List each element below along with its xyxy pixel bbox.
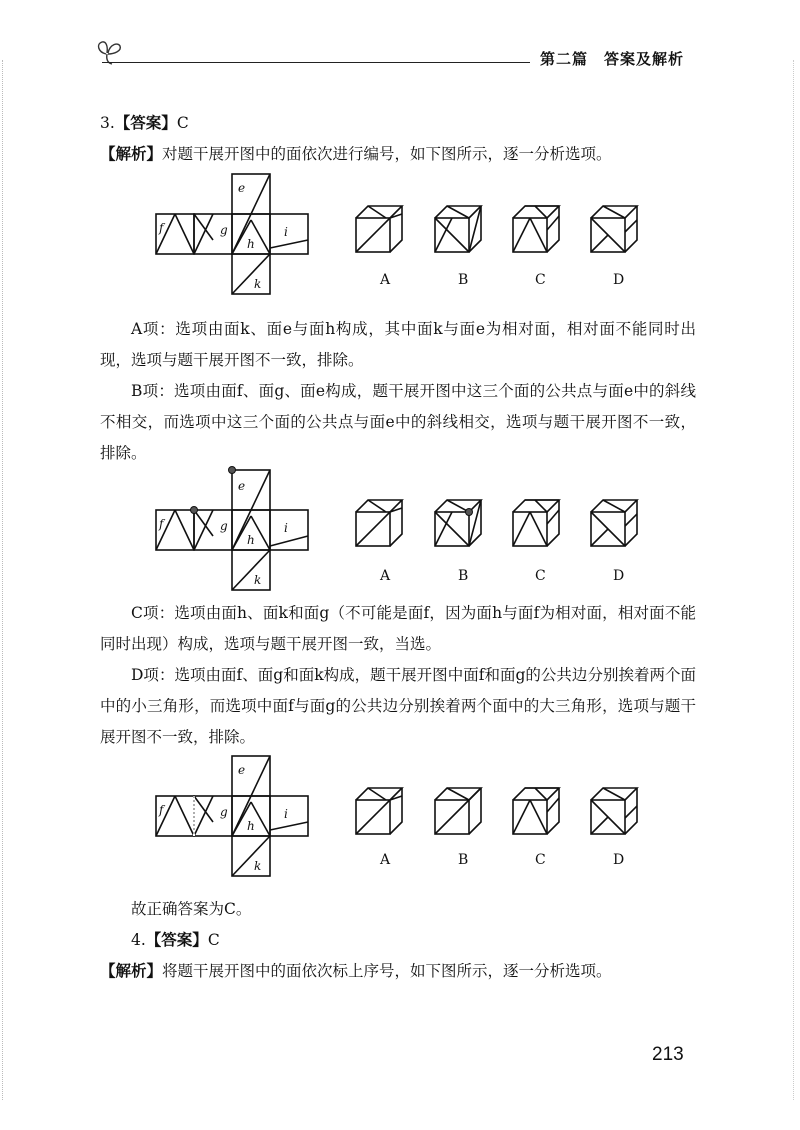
- scan-edge-left: [2, 60, 7, 1100]
- face-label-i-2: i: [284, 521, 288, 535]
- marker-dot-net-top: [229, 467, 236, 474]
- cube-option-b-3: [435, 788, 481, 834]
- cube-option-c: [513, 206, 559, 252]
- face-label-h-2: h: [247, 533, 255, 547]
- q3-options-cd: [100, 598, 696, 753]
- figure-net-options-3: [150, 752, 650, 880]
- face-label-h-3: h: [247, 819, 255, 833]
- face-label-k-2: k: [254, 573, 262, 587]
- figure-net-options-1: [150, 170, 650, 298]
- cube-option-b: [435, 206, 481, 252]
- header-rule: [102, 62, 530, 63]
- scan-edge-right: [793, 60, 798, 1100]
- q4-answer-label: 【答案】: [145, 931, 208, 949]
- face-label-g-2: g: [220, 519, 228, 533]
- face-label-e-3: e: [238, 763, 246, 777]
- q3-analysis-text: 对题干展开图中的面依次进行编号，如下图所示，逐一分析选项。: [162, 145, 612, 163]
- cube-option-c-2: [513, 500, 559, 546]
- q3-answer-line: [100, 108, 696, 170]
- face-label-k-3: k: [254, 859, 262, 873]
- face-label-f-2: f: [159, 517, 164, 531]
- cube-option-d-3: [591, 788, 637, 834]
- cube-option-a-3: [356, 788, 402, 834]
- section-title: 第二篇 答案及解析: [540, 50, 685, 68]
- page-number: 213: [652, 1044, 684, 1065]
- option-label-c-2: C: [535, 568, 546, 584]
- option-label-d-2: D: [613, 568, 625, 584]
- face-label-e-2: e: [238, 479, 246, 493]
- cube-option-d-2: [591, 500, 637, 546]
- option-label-b-3: B: [458, 852, 469, 868]
- face-label-f: f: [159, 221, 164, 235]
- option-label-b: B: [458, 272, 469, 288]
- cube-option-c-3: [513, 788, 559, 834]
- option-label-a: A: [380, 272, 391, 288]
- q3-conclusion: 故正确答案为C。: [131, 900, 252, 918]
- cube-option-a: [356, 206, 402, 252]
- net-and-cubes-figure-1: [150, 170, 650, 298]
- net-and-cubes-figure-3: [150, 752, 650, 880]
- option-label-a-3: A: [380, 852, 391, 868]
- para-option-d: D项：选项由面f、面g和面k构成，题干展开图中面f和面g的公共边分别挨着两个面中的小三角形，而选项中面f与面g的公共边分别挨着两个面中的大三角形，选项与题干展开图不一致，排除。: [100, 666, 696, 746]
- cube-option-b-2: [435, 500, 481, 546]
- cube-option-a-2: [356, 500, 402, 546]
- q4-answer-value: C: [207, 931, 220, 949]
- face-label-i-3: i: [284, 807, 288, 821]
- q4-analysis-label: 【解析】: [100, 962, 163, 980]
- para-option-b: B项：选项由面f、面g、面e构成，题干展开图中这三个面的公共点与面e中的斜线不相交，而选项中这三个面的公共点与面e中的斜线相交，选项与题干展开图不一致，排除。: [100, 382, 696, 462]
- q3-analysis-label: 【解析】: [100, 145, 163, 163]
- face-label-g-3: g: [220, 805, 228, 819]
- option-label-b-2: B: [458, 568, 469, 584]
- figure-net-options-2: [150, 464, 650, 592]
- face-label-i: i: [284, 225, 288, 239]
- option-label-a-2: A: [380, 568, 391, 584]
- q3-number: 3.: [100, 114, 115, 132]
- q3-answer-value: C: [176, 114, 189, 132]
- para-option-c: C项：选项由面h、面k和面g（不可能是面f，因为面h与面f为相对面，相对面不能同时出现）构成，选项与题干展开图一致，当选。: [100, 604, 696, 653]
- option-label-c: C: [535, 272, 546, 288]
- q4-number: 4.: [131, 931, 146, 949]
- option-label-d-3: D: [613, 852, 625, 868]
- face-label-k: k: [254, 277, 262, 291]
- face-label-h: h: [247, 237, 255, 251]
- face-label-f-3: f: [159, 803, 164, 817]
- q3-answer-label: 【答案】: [114, 114, 177, 132]
- option-label-c-3: C: [535, 852, 546, 868]
- face-label-g: g: [220, 223, 228, 237]
- cube-option-d: [591, 206, 637, 252]
- q3-conclusion-q4: [100, 894, 696, 987]
- face-label-e: e: [238, 181, 246, 195]
- q3-options-ab: [100, 314, 696, 469]
- q4-analysis-text: 将题干展开图中的面依次标上序号，如下图所示，逐一分析选项。: [162, 962, 612, 980]
- option-label-d: D: [613, 272, 625, 288]
- para-option-a: A项：选项由面k、面e与面h构成，其中面k与面e为相对面，相对面不能同时出现，选项与题干展开图不一致，排除。: [100, 320, 696, 369]
- net-and-cubes-figure-2: [150, 464, 650, 592]
- marker-dot-net-left: [191, 507, 198, 514]
